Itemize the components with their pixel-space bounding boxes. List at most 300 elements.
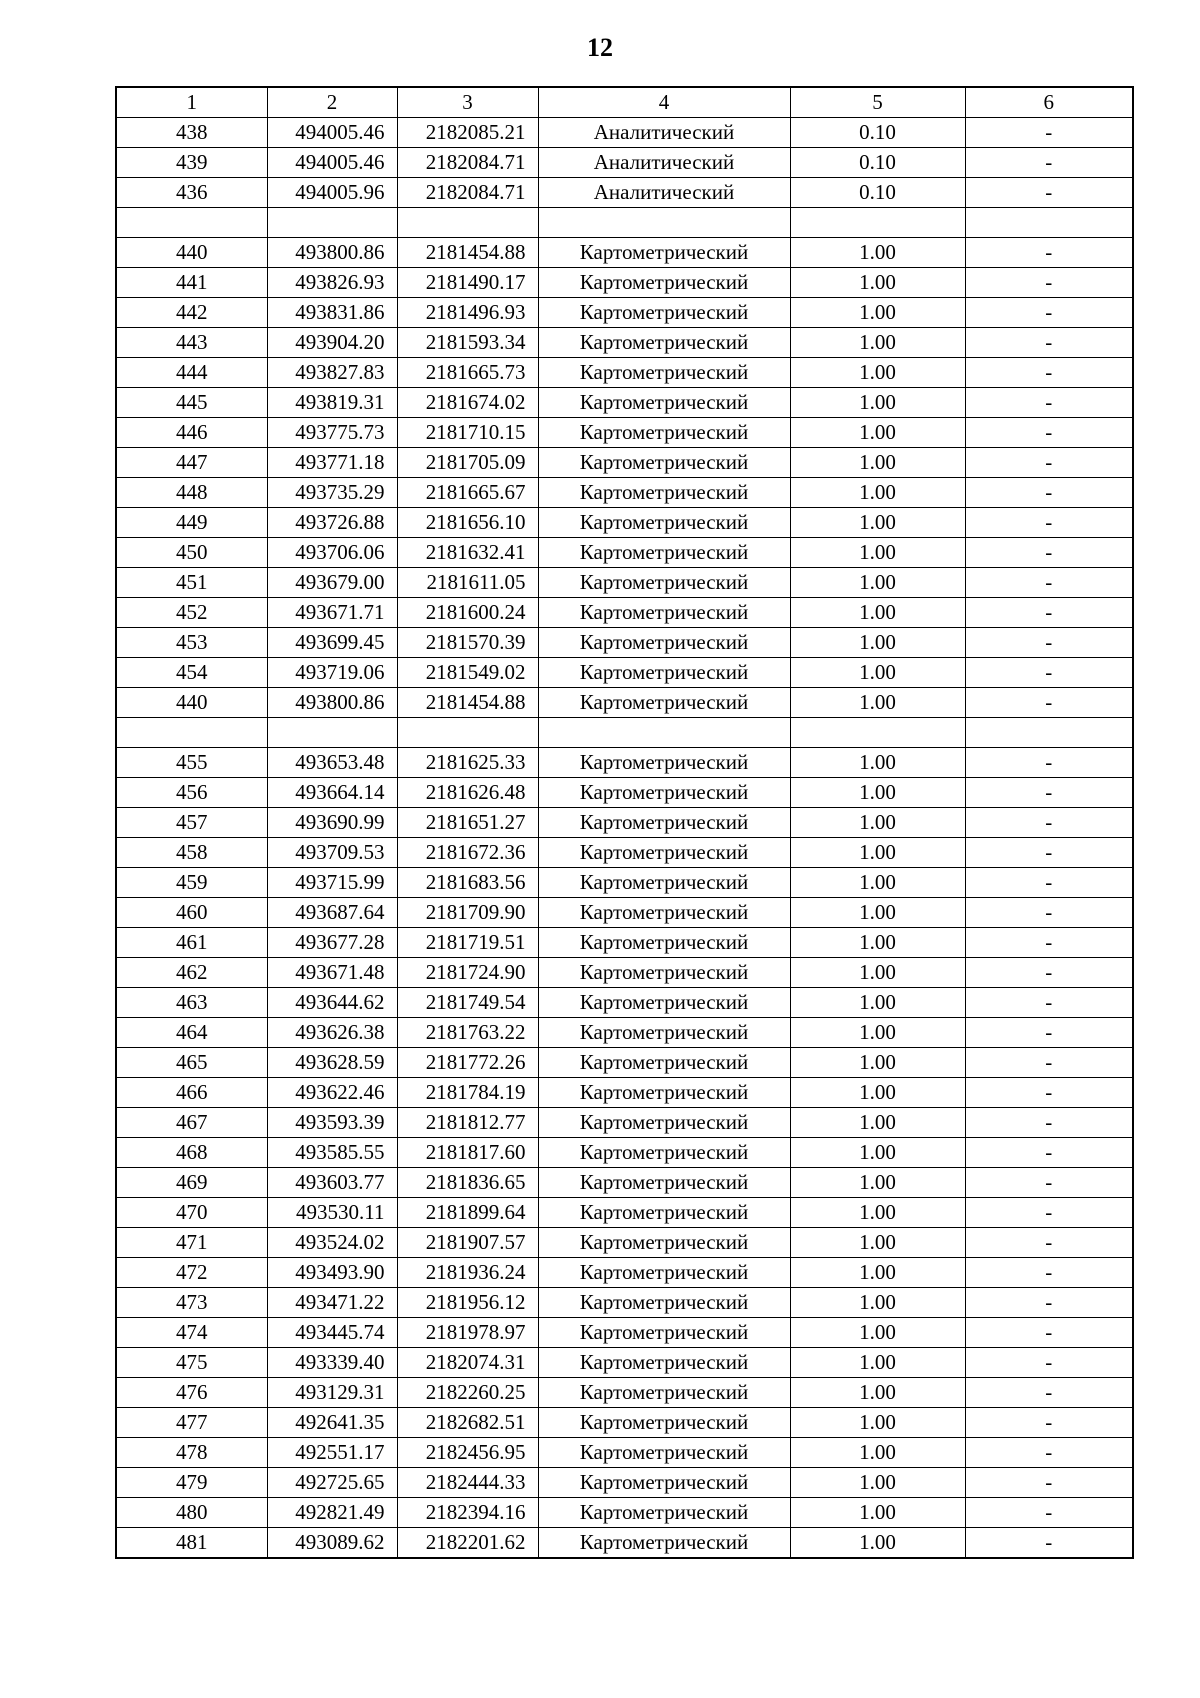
y-coordinate-cell xyxy=(397,208,538,238)
y-coordinate-cell: 2181626.48 xyxy=(397,778,538,808)
table-row xyxy=(116,508,1133,538)
method-cell: Картометрический xyxy=(538,988,790,1018)
table-row xyxy=(116,1408,1133,1438)
y-coordinate-cell: 2181763.22 xyxy=(397,1018,538,1048)
y-coordinate-cell: 2181936.24 xyxy=(397,1258,538,1288)
method-cell: Картометрический xyxy=(538,538,790,568)
note-cell: - xyxy=(965,448,1133,478)
accuracy-cell: 1.00 xyxy=(790,538,965,568)
accuracy-cell: 1.00 xyxy=(790,1198,965,1228)
y-coordinate-cell: 2181611.05 xyxy=(397,568,538,598)
method-cell: Картометрический xyxy=(538,238,790,268)
method-cell: Картометрический xyxy=(538,1138,790,1168)
x-coordinate-cell: 493603.77 xyxy=(267,1168,397,1198)
method-cell: Картометрический xyxy=(538,928,790,958)
point-number-cell: 441 xyxy=(116,268,267,298)
method-cell: Картометрический xyxy=(538,328,790,358)
point-number-cell: 459 xyxy=(116,868,267,898)
point-number-cell: 444 xyxy=(116,358,267,388)
method-cell: Картометрический xyxy=(538,268,790,298)
note-cell: - xyxy=(965,628,1133,658)
table-row xyxy=(116,1048,1133,1078)
table-row xyxy=(116,1168,1133,1198)
note-cell: - xyxy=(965,538,1133,568)
table-row xyxy=(116,1138,1133,1168)
method-cell: Картометрический xyxy=(538,1498,790,1528)
accuracy-cell: 1.00 xyxy=(790,1528,965,1559)
note-cell: - xyxy=(965,1288,1133,1318)
point-number-cell: 468 xyxy=(116,1138,267,1168)
table-row xyxy=(116,778,1133,808)
accuracy-cell: 1.00 xyxy=(790,508,965,538)
y-coordinate-cell: 2181724.90 xyxy=(397,958,538,988)
note-cell: - xyxy=(965,118,1133,148)
table-row xyxy=(116,358,1133,388)
x-coordinate-cell: 493664.14 xyxy=(267,778,397,808)
method-cell: Картометрический xyxy=(538,688,790,718)
accuracy-cell: 1.00 xyxy=(790,478,965,508)
table-row xyxy=(116,1078,1133,1108)
x-coordinate-cell: 493800.86 xyxy=(267,688,397,718)
x-coordinate-cell: 493089.62 xyxy=(267,1528,397,1559)
y-coordinate-cell: 2182074.31 xyxy=(397,1348,538,1378)
note-cell: - xyxy=(965,1438,1133,1468)
x-coordinate-cell: 493593.39 xyxy=(267,1108,397,1138)
method-cell: Картометрический xyxy=(538,868,790,898)
accuracy-cell: 1.00 xyxy=(790,1168,965,1198)
y-coordinate-cell: 2181719.51 xyxy=(397,928,538,958)
note-cell: - xyxy=(965,298,1133,328)
point-number-cell: 458 xyxy=(116,838,267,868)
method-cell: Картометрический xyxy=(538,628,790,658)
table-row xyxy=(116,1198,1133,1228)
y-coordinate-cell: 2181496.93 xyxy=(397,298,538,328)
method-cell xyxy=(538,208,790,238)
method-cell: Картометрический xyxy=(538,658,790,688)
x-coordinate-cell xyxy=(267,718,397,748)
point-number-cell: 436 xyxy=(116,178,267,208)
method-cell: Картометрический xyxy=(538,1288,790,1318)
y-coordinate-cell: 2182394.16 xyxy=(397,1498,538,1528)
point-number-cell: 477 xyxy=(116,1408,267,1438)
note-cell: - xyxy=(965,268,1133,298)
method-cell: Картометрический xyxy=(538,1318,790,1348)
note-cell: - xyxy=(965,748,1133,778)
x-coordinate-cell: 493671.71 xyxy=(267,598,397,628)
note-cell: - xyxy=(965,1228,1133,1258)
accuracy-cell: 1.00 xyxy=(790,748,965,778)
method-cell: Картометрический xyxy=(538,1168,790,1198)
accuracy-cell: 1.00 xyxy=(790,838,965,868)
point-number-cell: 447 xyxy=(116,448,267,478)
method-cell: Картометрический xyxy=(538,898,790,928)
table-header-row xyxy=(116,87,1133,118)
point-number-cell: 439 xyxy=(116,148,267,178)
note-cell: - xyxy=(965,868,1133,898)
accuracy-cell: 1.00 xyxy=(790,1498,965,1528)
x-coordinate-cell: 493585.55 xyxy=(267,1138,397,1168)
table-row xyxy=(116,388,1133,418)
accuracy-cell: 1.00 xyxy=(790,1318,965,1348)
y-coordinate-cell: 2181817.60 xyxy=(397,1138,538,1168)
x-coordinate-cell: 493493.90 xyxy=(267,1258,397,1288)
accuracy-cell: 1.00 xyxy=(790,328,965,358)
point-number-cell: 481 xyxy=(116,1528,267,1559)
note-cell: - xyxy=(965,1528,1133,1559)
column-header: 1 xyxy=(116,87,267,118)
y-coordinate-cell: 2182084.71 xyxy=(397,178,538,208)
note-cell: - xyxy=(965,928,1133,958)
table-row xyxy=(116,1498,1133,1528)
note-cell: - xyxy=(965,148,1133,178)
y-coordinate-cell: 2181899.64 xyxy=(397,1198,538,1228)
y-coordinate-cell: 2181454.88 xyxy=(397,688,538,718)
column-header: 5 xyxy=(790,87,965,118)
column-header: 3 xyxy=(397,87,538,118)
accuracy-cell: 1.00 xyxy=(790,298,965,328)
note-cell: - xyxy=(965,1498,1133,1528)
x-coordinate-cell: 493687.64 xyxy=(267,898,397,928)
note-cell: - xyxy=(965,1468,1133,1498)
table-row xyxy=(116,718,1133,748)
point-number-cell: 464 xyxy=(116,1018,267,1048)
y-coordinate-cell: 2181749.54 xyxy=(397,988,538,1018)
table-row xyxy=(116,1438,1133,1468)
page-number: 12 xyxy=(587,33,613,62)
table-row xyxy=(116,268,1133,298)
table-row xyxy=(116,208,1133,238)
y-coordinate-cell: 2181784.19 xyxy=(397,1078,538,1108)
table-row xyxy=(116,1108,1133,1138)
point-number-cell: 465 xyxy=(116,1048,267,1078)
method-cell: Картометрический xyxy=(538,598,790,628)
note-cell xyxy=(965,208,1133,238)
note-cell: - xyxy=(965,598,1133,628)
method-cell: Картометрический xyxy=(538,1078,790,1108)
point-number-cell: 456 xyxy=(116,778,267,808)
accuracy-cell: 0.10 xyxy=(790,178,965,208)
accuracy-cell: 1.00 xyxy=(790,958,965,988)
accuracy-cell: 1.00 xyxy=(790,1138,965,1168)
table-row xyxy=(116,898,1133,928)
table-body xyxy=(116,118,1133,1559)
accuracy-cell: 0.10 xyxy=(790,148,965,178)
note-cell: - xyxy=(965,1018,1133,1048)
method-cell: Картометрический xyxy=(538,1408,790,1438)
point-number-cell: 470 xyxy=(116,1198,267,1228)
note-cell: - xyxy=(965,1108,1133,1138)
point-number-cell: 450 xyxy=(116,538,267,568)
method-cell: Картометрический xyxy=(538,778,790,808)
method-cell: Картометрический xyxy=(538,358,790,388)
y-coordinate-cell: 2182456.95 xyxy=(397,1438,538,1468)
y-coordinate-cell: 2181674.02 xyxy=(397,388,538,418)
accuracy-cell: 1.00 xyxy=(790,868,965,898)
x-coordinate-cell: 493904.20 xyxy=(267,328,397,358)
column-header: 2 xyxy=(267,87,397,118)
accuracy-cell: 1.00 xyxy=(790,808,965,838)
point-number-cell: 457 xyxy=(116,808,267,838)
method-cell: Аналитический xyxy=(538,178,790,208)
x-coordinate-cell: 493719.06 xyxy=(267,658,397,688)
x-coordinate-cell: 493690.99 xyxy=(267,808,397,838)
table-row xyxy=(116,298,1133,328)
x-coordinate-cell: 493445.74 xyxy=(267,1318,397,1348)
table-row xyxy=(116,748,1133,778)
table-row xyxy=(116,238,1133,268)
point-number-cell: 455 xyxy=(116,748,267,778)
accuracy-cell: 1.00 xyxy=(790,1258,965,1288)
accuracy-cell: 1.00 xyxy=(790,658,965,688)
note-cell: - xyxy=(965,478,1133,508)
point-number-cell xyxy=(116,208,267,238)
note-cell: - xyxy=(965,1168,1133,1198)
table-row xyxy=(116,1258,1133,1288)
x-coordinate-cell: 493653.48 xyxy=(267,748,397,778)
accuracy-cell: 1.00 xyxy=(790,1018,965,1048)
accuracy-cell: 1.00 xyxy=(790,898,965,928)
x-coordinate-cell: 494005.46 xyxy=(267,118,397,148)
point-number-cell: 469 xyxy=(116,1168,267,1198)
x-coordinate-cell: 493715.99 xyxy=(267,868,397,898)
y-coordinate-cell: 2182260.25 xyxy=(397,1378,538,1408)
method-cell: Картометрический xyxy=(538,568,790,598)
x-coordinate-cell xyxy=(267,208,397,238)
point-number-cell: 460 xyxy=(116,898,267,928)
accuracy-cell: 1.00 xyxy=(790,1108,965,1138)
point-number-cell: 462 xyxy=(116,958,267,988)
accuracy-cell: 1.00 xyxy=(790,778,965,808)
x-coordinate-cell: 493524.02 xyxy=(267,1228,397,1258)
table-row xyxy=(116,178,1133,208)
note-cell: - xyxy=(965,658,1133,688)
method-cell: Картометрический xyxy=(538,1258,790,1288)
point-number-cell: 466 xyxy=(116,1078,267,1108)
note-cell: - xyxy=(965,1348,1133,1378)
method-cell: Аналитический xyxy=(538,118,790,148)
table-row xyxy=(116,688,1133,718)
table-row xyxy=(116,988,1133,1018)
x-coordinate-cell: 492641.35 xyxy=(267,1408,397,1438)
x-coordinate-cell: 493339.40 xyxy=(267,1348,397,1378)
y-coordinate-cell: 2182085.21 xyxy=(397,118,538,148)
method-cell: Картометрический xyxy=(538,1108,790,1138)
y-coordinate-cell: 2181956.12 xyxy=(397,1288,538,1318)
table-row xyxy=(116,808,1133,838)
y-coordinate-cell: 2181600.24 xyxy=(397,598,538,628)
point-number-cell: 440 xyxy=(116,688,267,718)
method-cell: Картометрический xyxy=(538,1198,790,1228)
note-cell: - xyxy=(965,778,1133,808)
table-row xyxy=(116,1468,1133,1498)
table-row xyxy=(116,1018,1133,1048)
x-coordinate-cell: 492821.49 xyxy=(267,1498,397,1528)
note-cell: - xyxy=(965,1318,1133,1348)
point-number-cell: 478 xyxy=(116,1438,267,1468)
column-header: 4 xyxy=(538,87,790,118)
x-coordinate-cell: 493827.83 xyxy=(267,358,397,388)
accuracy-cell: 1.00 xyxy=(790,1348,965,1378)
method-cell: Картометрический xyxy=(538,958,790,988)
accuracy-cell: 1.00 xyxy=(790,628,965,658)
point-number-cell: 472 xyxy=(116,1258,267,1288)
x-coordinate-cell: 492725.65 xyxy=(267,1468,397,1498)
x-coordinate-cell: 493626.38 xyxy=(267,1018,397,1048)
note-cell: - xyxy=(965,1198,1133,1228)
note-cell: - xyxy=(965,1258,1133,1288)
accuracy-cell: 1.00 xyxy=(790,928,965,958)
method-cell xyxy=(538,718,790,748)
accuracy-cell: 1.00 xyxy=(790,1228,965,1258)
point-number-cell: 473 xyxy=(116,1288,267,1318)
y-coordinate-cell: 2181490.17 xyxy=(397,268,538,298)
note-cell: - xyxy=(965,508,1133,538)
accuracy-cell: 1.00 xyxy=(790,418,965,448)
method-cell: Картометрический xyxy=(538,1048,790,1078)
point-number-cell: 454 xyxy=(116,658,267,688)
x-coordinate-cell: 493129.31 xyxy=(267,1378,397,1408)
point-number-cell: 438 xyxy=(116,118,267,148)
point-number-cell: 448 xyxy=(116,478,267,508)
x-coordinate-cell: 493735.29 xyxy=(267,478,397,508)
y-coordinate-cell: 2181812.77 xyxy=(397,1108,538,1138)
y-coordinate-cell: 2181593.34 xyxy=(397,328,538,358)
y-coordinate-cell: 2181454.88 xyxy=(397,238,538,268)
table-row xyxy=(116,628,1133,658)
point-number-cell: 452 xyxy=(116,598,267,628)
y-coordinate-cell: 2181570.39 xyxy=(397,628,538,658)
y-coordinate-cell: 2182444.33 xyxy=(397,1468,538,1498)
table-row xyxy=(116,448,1133,478)
y-coordinate-cell: 2181549.02 xyxy=(397,658,538,688)
method-cell: Картометрический xyxy=(538,1018,790,1048)
x-coordinate-cell: 493800.86 xyxy=(267,238,397,268)
accuracy-cell xyxy=(790,208,965,238)
table-row xyxy=(116,118,1133,148)
x-coordinate-cell: 493530.11 xyxy=(267,1198,397,1228)
note-cell: - xyxy=(965,358,1133,388)
note-cell: - xyxy=(965,1048,1133,1078)
table-row xyxy=(116,658,1133,688)
table-row xyxy=(116,838,1133,868)
table-row xyxy=(116,1348,1133,1378)
table-row xyxy=(116,1378,1133,1408)
method-cell: Картометрический xyxy=(538,1228,790,1258)
method-cell: Картометрический xyxy=(538,1378,790,1408)
point-number-cell: 476 xyxy=(116,1378,267,1408)
method-cell: Картометрический xyxy=(538,298,790,328)
y-coordinate-cell xyxy=(397,718,538,748)
point-number-cell: 443 xyxy=(116,328,267,358)
method-cell: Картометрический xyxy=(538,448,790,478)
note-cell: - xyxy=(965,898,1133,928)
x-coordinate-cell: 493831.86 xyxy=(267,298,397,328)
y-coordinate-cell: 2181683.56 xyxy=(397,868,538,898)
x-coordinate-cell: 494005.96 xyxy=(267,178,397,208)
note-cell: - xyxy=(965,808,1133,838)
method-cell: Картометрический xyxy=(538,508,790,538)
accuracy-cell: 1.00 xyxy=(790,1288,965,1318)
table-row xyxy=(116,328,1133,358)
note-cell: - xyxy=(965,958,1133,988)
x-coordinate-cell: 493628.59 xyxy=(267,1048,397,1078)
note-cell: - xyxy=(965,1138,1133,1168)
accuracy-cell: 1.00 xyxy=(790,358,965,388)
y-coordinate-cell: 2181672.36 xyxy=(397,838,538,868)
point-number-cell: 480 xyxy=(116,1498,267,1528)
table-row xyxy=(116,418,1133,448)
point-number-cell: 479 xyxy=(116,1468,267,1498)
note-cell: - xyxy=(965,988,1133,1018)
x-coordinate-cell: 493819.31 xyxy=(267,388,397,418)
x-coordinate-cell: 493644.62 xyxy=(267,988,397,1018)
table-row xyxy=(116,568,1133,598)
note-cell: - xyxy=(965,418,1133,448)
note-cell: - xyxy=(965,238,1133,268)
y-coordinate-cell: 2182084.71 xyxy=(397,148,538,178)
point-number-cell: 474 xyxy=(116,1318,267,1348)
x-coordinate-cell: 493671.48 xyxy=(267,958,397,988)
coordinates-table xyxy=(115,86,1134,1559)
point-number-cell: 451 xyxy=(116,568,267,598)
x-coordinate-cell: 493677.28 xyxy=(267,928,397,958)
x-coordinate-cell: 493771.18 xyxy=(267,448,397,478)
point-number-cell: 453 xyxy=(116,628,267,658)
y-coordinate-cell: 2181625.33 xyxy=(397,748,538,778)
x-coordinate-cell: 493726.88 xyxy=(267,508,397,538)
y-coordinate-cell: 2182201.62 xyxy=(397,1528,538,1559)
point-number-cell: 442 xyxy=(116,298,267,328)
note-cell xyxy=(965,718,1133,748)
accuracy-cell: 1.00 xyxy=(790,268,965,298)
y-coordinate-cell: 2181772.26 xyxy=(397,1048,538,1078)
table-row xyxy=(116,148,1133,178)
accuracy-cell xyxy=(790,718,965,748)
method-cell: Картометрический xyxy=(538,1348,790,1378)
x-coordinate-cell: 493775.73 xyxy=(267,418,397,448)
note-cell: - xyxy=(965,1378,1133,1408)
point-number-cell: 463 xyxy=(116,988,267,1018)
column-header: 6 xyxy=(965,87,1133,118)
y-coordinate-cell: 2181632.41 xyxy=(397,538,538,568)
note-cell: - xyxy=(965,178,1133,208)
table-row xyxy=(116,868,1133,898)
method-cell: Картометрический xyxy=(538,1438,790,1468)
accuracy-cell: 1.00 xyxy=(790,1078,965,1108)
y-coordinate-cell: 2181709.90 xyxy=(397,898,538,928)
x-coordinate-cell: 493622.46 xyxy=(267,1078,397,1108)
method-cell: Аналитический xyxy=(538,148,790,178)
note-cell: - xyxy=(965,688,1133,718)
y-coordinate-cell: 2181665.67 xyxy=(397,478,538,508)
method-cell: Картометрический xyxy=(538,838,790,868)
method-cell: Картометрический xyxy=(538,1468,790,1498)
point-number-cell: 445 xyxy=(116,388,267,418)
accuracy-cell: 1.00 xyxy=(790,1468,965,1498)
y-coordinate-cell: 2181978.97 xyxy=(397,1318,538,1348)
accuracy-cell: 1.00 xyxy=(790,388,965,418)
method-cell: Картометрический xyxy=(538,478,790,508)
point-number-cell: 467 xyxy=(116,1108,267,1138)
y-coordinate-cell: 2181907.57 xyxy=(397,1228,538,1258)
x-coordinate-cell: 492551.17 xyxy=(267,1438,397,1468)
point-number-cell: 461 xyxy=(116,928,267,958)
y-coordinate-cell: 2181705.09 xyxy=(397,448,538,478)
x-coordinate-cell: 493679.00 xyxy=(267,568,397,598)
y-coordinate-cell: 2181656.10 xyxy=(397,508,538,538)
accuracy-cell: 0.10 xyxy=(790,118,965,148)
accuracy-cell: 1.00 xyxy=(790,1048,965,1078)
